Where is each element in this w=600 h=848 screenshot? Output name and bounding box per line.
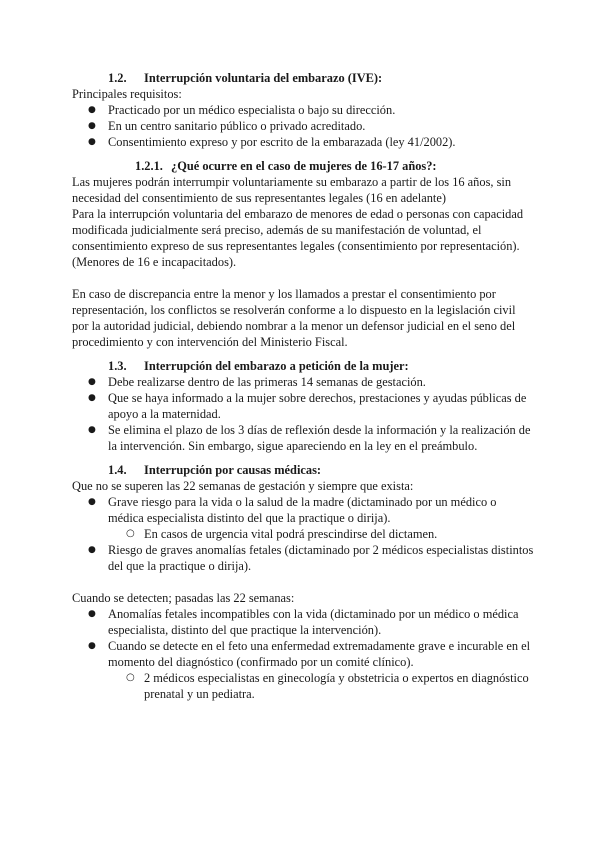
list-item: ● Cuando se detecte en el feto una enfermedad extremadamente grave e incurable en el momento del diagnóstico (confirmado por un comité clínico). [72, 638, 534, 670]
section-1-2-heading [72, 70, 534, 86]
paragraph: Las mujeres podrán interrumpir voluntariamente su embarazo a partir de los 16 años, sin necesidad del consentimiento de sus representantes legales (16 en adelante) [72, 175, 512, 205]
medical-causes-list [72, 494, 534, 526]
paragraph: Para la interrupción voluntaria del embarazo de menores de edad o personas con capacidad modificada judicialmente será preciso, además de su manifestación de voluntad, el consentimiento expreso de sus representantes legales (consentimiento por representación). (Menores de 16 e incapacitados). [72, 207, 524, 269]
section-number: 1.4. [108, 463, 127, 477]
sub-list-item: ○ 2 médicos especialistas en ginecología y obstetricia o expertos en diagnóstico prenatal y un pediatra. [72, 670, 534, 702]
section-title: Interrupción voluntaria del embarazo (IVE): [144, 71, 383, 85]
sub-list [72, 670, 534, 702]
after-22-weeks-list [72, 606, 534, 670]
section-title: ¿Qué ocurre en el caso de mujeres de 16-17 años?: [171, 159, 437, 173]
section-number: 1.2. [108, 71, 127, 85]
list-item-text: Grave riesgo para la vida o la salud de la madre (dictaminado por un médico o médica especialista distinto del que la practique o dirija). [108, 495, 497, 525]
paragraph: Cuando se detecten; pasadas las 22 semanas: [72, 591, 295, 605]
section-number: 1.2.1. [135, 159, 163, 173]
conditions-list [72, 374, 534, 454]
list-item: ● Se elimina el plazo de los 3 días de reflexión desde la información y la realización de la intervención. Sin embargo, sigue apareciendo en la ley en el preámbulo. [72, 422, 534, 454]
paragraph: En caso de discrepancia entre la menor y los llamados a prestar el consentimiento por representación, los conflictos se resolverán conforme a lo dispuesto en la legislación civil por la autoridad judicial, debiendo nombrar a la menor un defensor judicial en el seno del procedimiento y con intervención del Ministerio Fiscal. [72, 287, 516, 349]
list-item: ● Riesgo de graves anomalías fetales (dictaminado por 2 médicos especialistas distintos del que la practique o dirija). [72, 542, 534, 574]
section-title: Interrupción del embarazo a petición de la mujer: [144, 359, 409, 373]
sub-list [72, 526, 534, 542]
list-item: ● En un centro sanitario público o privado acreditado. [72, 118, 534, 134]
section-number: 1.3. [108, 359, 127, 373]
list-item [72, 494, 534, 526]
paragraph: Que no se superen las 22 semanas de gestación y siempre que exista: [72, 479, 414, 493]
list-item: ● Practicado por un médico especialista o bajo su dirección. [72, 102, 534, 118]
sub-list-item: ○ En casos de urgencia vital podrá prescindirse del dictamen. [72, 526, 534, 542]
list-item: ● Que se haya informado a la mujer sobre derechos, prestaciones y ayudas públicas de apoyo a la maternidad. [72, 390, 534, 422]
list-item: ● Anomalías fetales incompatibles con la vida (dictaminado por un médico o médica especialista, distinto del que practique la intervención). [72, 606, 534, 638]
section-1-4-heading [72, 462, 534, 478]
section-1-3-heading [72, 358, 534, 374]
requirements-list [72, 102, 534, 150]
requirements-intro: Principales requisitos: [72, 87, 182, 101]
list-item: ● Debe realizarse dentro de las primeras 14 semanas de gestación. [72, 374, 534, 390]
list-item: ● Consentimiento expreso y por escrito de la embarazada (ley 41/2002). [72, 134, 534, 150]
document-page [72, 70, 534, 702]
section-1-2-1-heading [72, 158, 534, 174]
section-title: Interrupción por causas médicas: [144, 463, 322, 477]
medical-causes-list-cont [72, 542, 534, 574]
